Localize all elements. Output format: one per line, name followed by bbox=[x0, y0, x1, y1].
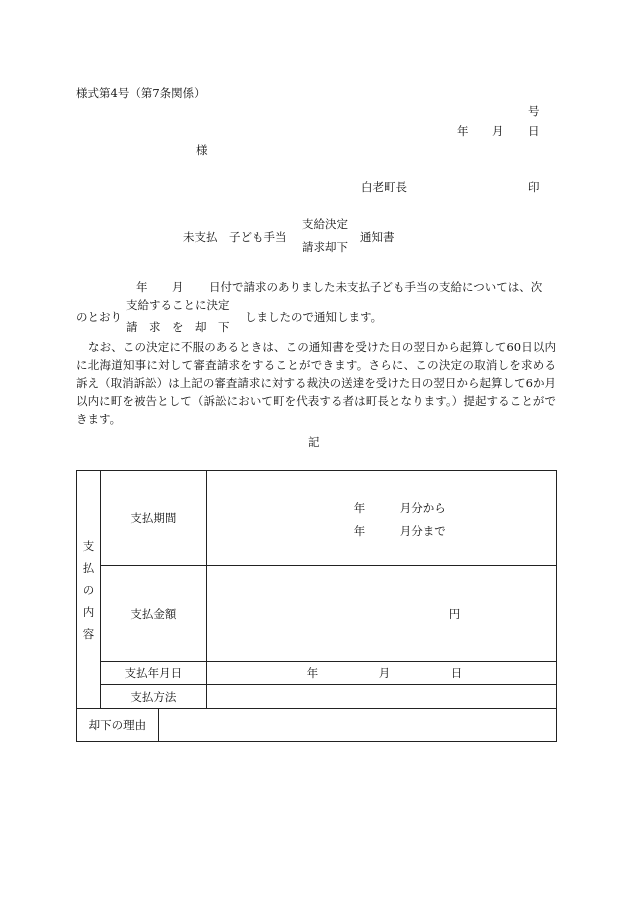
amount-label: 支払金額 bbox=[100, 566, 206, 662]
body-option-decision: 支給することに決定 bbox=[126, 298, 230, 312]
title-option-rejection: 請求却下 bbox=[302, 240, 348, 254]
period-value[interactable] bbox=[206, 471, 556, 566]
group-char-1: 支 bbox=[82, 538, 95, 553]
period-label: 支払期間 bbox=[100, 471, 206, 566]
body-line1: 日付で請求のありました未支払子ども手当の支給については、次 bbox=[209, 280, 543, 294]
period-from-year: 年 bbox=[353, 501, 366, 515]
notice-paragraph: なお、この決定に不服のあるときは、この通知書を受けた日の翌日から起算して60日以内に北海道知事に対して審査請求をすることができます。さらに、この決定の取消しを求める訴え（取消訴訟）は上記の審査請求に対する裁決の送達を受けた日の翌日から起算して6か月以内に町を被告として（訴訟において町を代表する者は町長となります。）提起することができます。 bbox=[76, 340, 556, 426]
period-to-year: 年 bbox=[353, 524, 366, 538]
group-char-3: の bbox=[82, 582, 95, 597]
payment-content-group bbox=[77, 471, 101, 709]
amount-unit: 円 bbox=[448, 607, 461, 621]
addressee-suffix: 様 bbox=[196, 143, 208, 157]
seal-mark: 印 bbox=[528, 180, 540, 194]
group-char-2: 払 bbox=[82, 560, 95, 575]
body-line2-prefix: のとおり bbox=[76, 310, 122, 324]
issuer: 白老町長 bbox=[361, 180, 407, 194]
pay-date-day: 日 bbox=[450, 666, 463, 680]
number-label: 号 bbox=[528, 104, 540, 118]
method-label: 支払方法 bbox=[100, 685, 206, 709]
title-suffix: 通知書 bbox=[360, 230, 395, 244]
date-value[interactable] bbox=[206, 662, 556, 685]
date-month-label: 月 bbox=[492, 124, 504, 138]
body-option-rejection: 請 求 を 却 下 bbox=[126, 320, 230, 334]
group-char-5: 容 bbox=[82, 626, 95, 641]
date-label: 支払年月日 bbox=[100, 662, 206, 685]
body-year: 年 bbox=[136, 280, 148, 294]
ki-heading: 記 bbox=[308, 435, 320, 449]
pay-date-year: 年 bbox=[306, 666, 319, 680]
form-id: 様式第4号（第7条関係） bbox=[76, 86, 206, 100]
amount-value[interactable] bbox=[206, 566, 556, 662]
reason-value[interactable] bbox=[158, 709, 556, 742]
method-value[interactable] bbox=[206, 685, 556, 709]
title-prefix: 未支払 子ども手当 bbox=[183, 230, 287, 244]
title-option-decision: 支給決定 bbox=[302, 217, 348, 231]
group-char-4: 内 bbox=[82, 604, 95, 619]
body-month: 月 bbox=[172, 280, 184, 294]
date-day-label: 日 bbox=[528, 124, 540, 138]
body-line2-suffix: しましたので通知します。 bbox=[245, 310, 383, 324]
pay-date-month: 月 bbox=[378, 666, 391, 680]
date-year-label: 年 bbox=[457, 124, 469, 138]
period-to-month: 月分まで bbox=[399, 524, 446, 538]
reason-label: 却下の理由 bbox=[77, 709, 159, 742]
payment-table bbox=[76, 470, 557, 742]
period-from-month: 月分から bbox=[399, 501, 446, 515]
